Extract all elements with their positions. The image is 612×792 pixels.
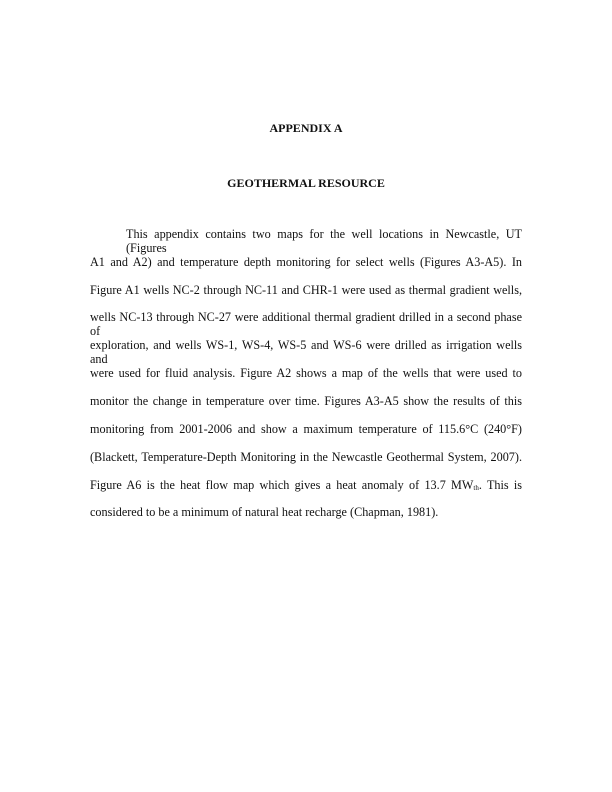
paragraph-line: Figure A1 wells NC-2 through NC-11 and CHR-1 were used as thermal gradient wells, xyxy=(90,283,522,297)
paragraph-line: This appendix contains two maps for the well locations in Newcastle, UT (Figures xyxy=(126,227,522,255)
paragraph-line: monitoring from 2001-2006 and show a maximum temperature of 115.6°C (240°F) xyxy=(90,422,522,436)
paragraph-line: monitor the change in temperature over time. Figures A3-A5 show the results of this xyxy=(90,394,522,408)
paragraph-line: considered to be a minimum of natural heat recharge (Chapman, 1981). xyxy=(90,505,439,519)
paragraph-line: wells NC-13 through NC-27 were additional thermal gradient drilled in a second phase of xyxy=(90,310,522,338)
subscript-th: th xyxy=(473,484,479,492)
paragraph-line: (Blackett, Temperature-Depth Monitoring in the Newcastle Geothermal System, 2007). xyxy=(90,450,522,464)
paragraph-line: A1 and A2) and temperature depth monitoring for select wells (Figures A3-A5). In xyxy=(90,255,522,269)
paragraph-line: Figure A6 is the heat flow map which gives a heat anomaly of 13.7 $MW_{th}$. This is xyxy=(90,478,523,492)
section-title: GEOTHERMAL RESOURCE xyxy=(227,176,385,190)
appendix-heading: APPENDIX A xyxy=(269,121,343,135)
paragraph-line: were used for fluid analysis. Figure A2 shows a map of the wells that were used to xyxy=(90,366,522,380)
paragraph-line: exploration, and wells WS-1, WS-4, WS-5 and WS-6 were drilled as irrigation wells and xyxy=(90,338,522,366)
